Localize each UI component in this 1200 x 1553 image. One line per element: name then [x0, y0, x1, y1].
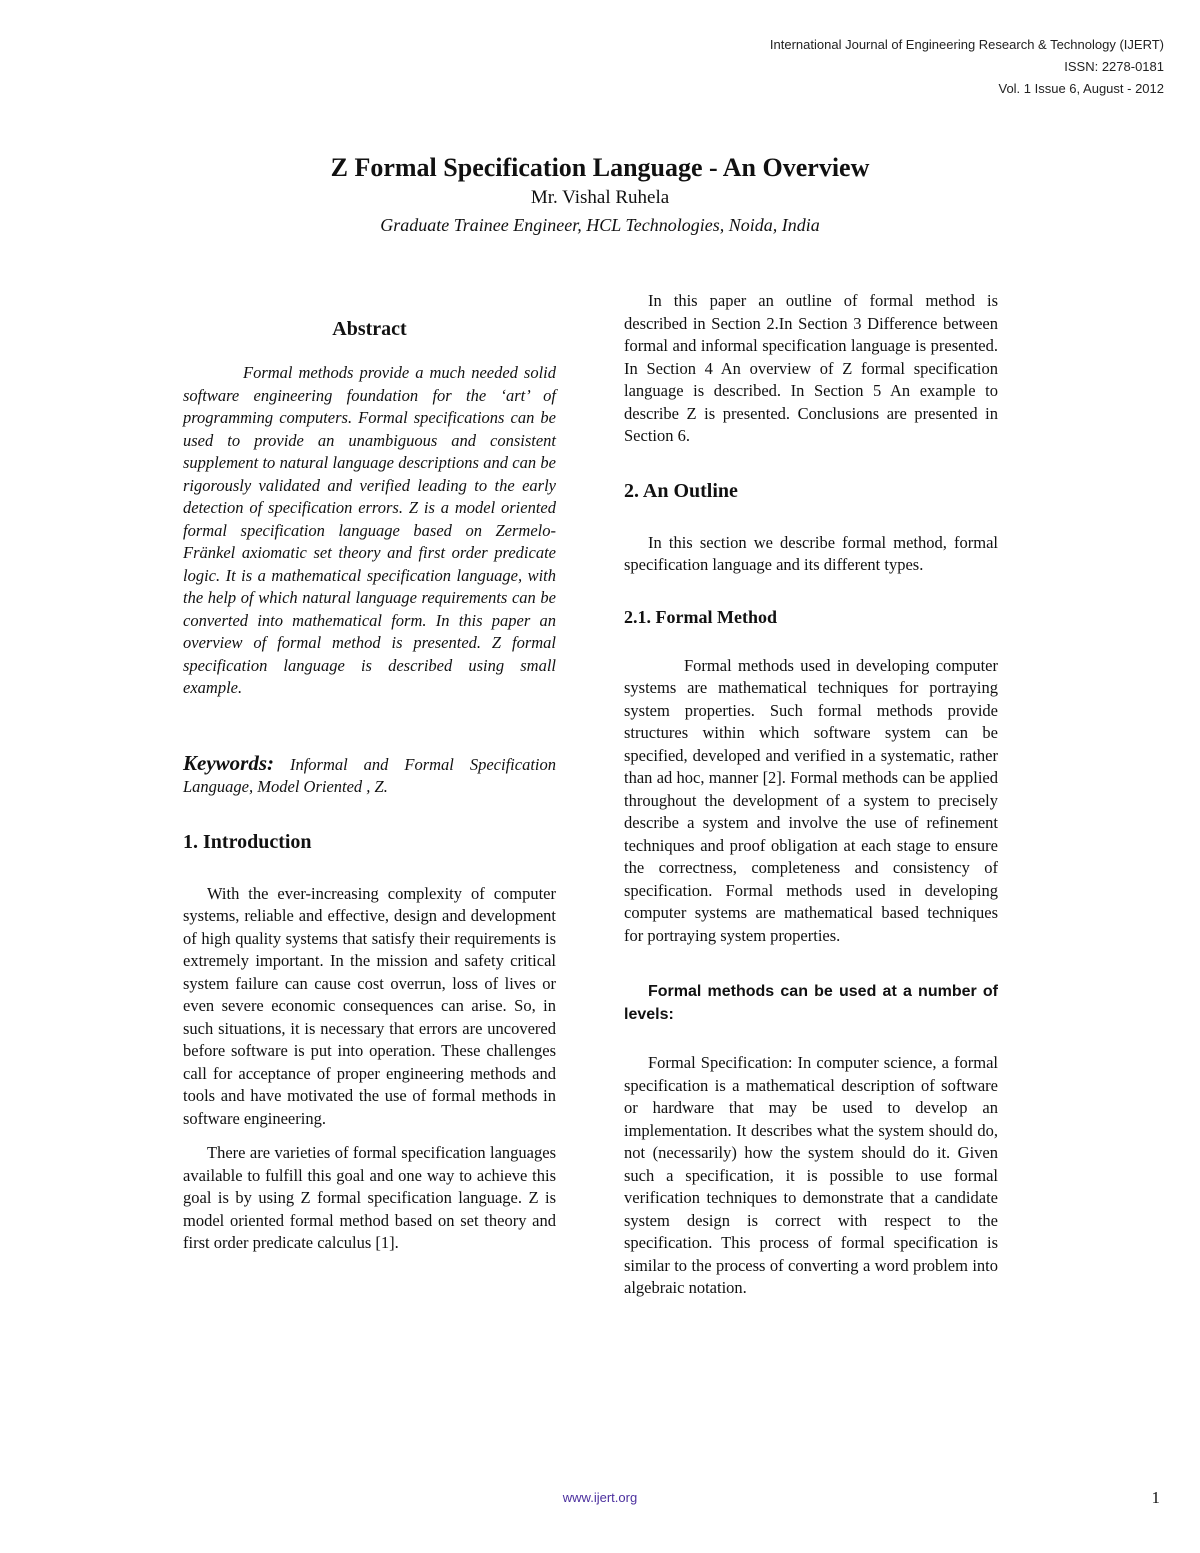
issn: ISSN: 2278-0181: [1064, 59, 1164, 74]
section-2-1-heading: 2.1. Formal Method: [624, 606, 777, 627]
paper-title: Z Formal Specification Language - An Overview: [330, 153, 870, 182]
section-2-1-text: Formal methods used in developing computer systems are mathematical techniques for portraying system properties. Such formal methods provide structures within which software system can be specified, developed and verified in a systematic, rather than ad hoc, manner [2]. Formal methods can be applied throughout the development of a system to precisely describe a system and involve the use of refinement techniques and proof obligation at each stage to ensure the correctness, completeness and consistency of specification. Formal methods used in developing computer systems are mathematical based techniques for portraying system properties.: [624, 655, 998, 945]
journal-name: International Journal of Engineering Research & Technology (IJERT): [769, 37, 1164, 52]
section-2-heading: 2. An Outline: [624, 479, 738, 502]
page-number: 1: [1151, 1488, 1160, 1507]
abstract-heading: Abstract: [332, 318, 407, 340]
keywords-text: Informal and Formal Specification Language, Model Oriented , Z.: [183, 754, 556, 796]
keywords: [183, 752, 556, 799]
intro-paragraph-1: With the ever-increasing complexity of computer systems, reliable and effective, design and development of high quality systems that satisfy their requirements is extremely important. In the mission and safety critical system failure can cause cost overrun, loss of lives or even severe economic consequences can arise. So, in such situations, it is necessary that errors are uncovered before software is put into operation. These challenges call for acceptance of proper engineering methods and tools and have motivated the use of formal methods in software engineering.: [183, 883, 556, 1128]
journal-website-link[interactable]: www.ijert.org: [562, 1490, 638, 1505]
author-name: Mr. Vishal Ruhela: [530, 187, 670, 208]
intro-heading: 1. Introduction: [183, 830, 312, 853]
running-header: [564, 34, 1164, 100]
right-column: [624, 290, 998, 1300]
abstract-text: Formal methods provide a much needed solid software engineering foundation for the ‘art’ of programming computers. Formal specifications can be used to provide an unambiguous and consistent supplement to natural language descriptions and can be rigorously validated and verified leading to the early detection of specification errors. Z is a model oriented formal specification language based on Zermelo-Fränkel axiomatic set theory and first order predicate logic. It is a mathematical specification language, with the help of which natural language requirements can be converted into mathematical form. In this paper an overview of formal method is presented. Z formal specification language is described using small example.: [183, 363, 556, 697]
levels-heading: Formal methods can be used at a number of levels:: [624, 983, 998, 1023]
section-2-text: In this section we describe formal method, formal specification language and its different types.: [624, 532, 998, 574]
author-affiliation: Graduate Trainee Engineer, HCL Technologies, Noida, India: [380, 215, 820, 235]
volume-issue: Vol. 1 Issue 6, August - 2012: [998, 81, 1164, 96]
keywords-label: Keywords:: [183, 750, 274, 775]
outline-paragraph: In this paper an outline of formal method is described in Section 2.In Section 3 Difference between formal and informal specification language is presented. In Section 4 An overview of Z formal specification language is described. In Section 5 An example to describe Z is presented. Conclusions are presented in Section 6.: [624, 291, 998, 445]
left-column: [183, 290, 556, 1255]
title-block: [0, 150, 1200, 240]
intro-paragraph-2: There are varieties of formal specification languages available to fulfill this goal and one way to achieve this goal is by using Z formal specification language. Z is model oriented formal method based on set theory and first order predicate calculus [1].: [183, 1143, 556, 1252]
formal-specification-text: Formal Specification: In computer science, a formal specification is a mathematical description of software or hardware that may be used to develop an implementation. It describes what the system should do, not (necessarily) how the system should do it. Given such a specification, it is possible to use formal verification techniques to demonstrate that a candidate system design is correct with respect to the specification. This process of formal specification is similar to the process of converting a word problem into algebraic notation.: [624, 1053, 998, 1297]
